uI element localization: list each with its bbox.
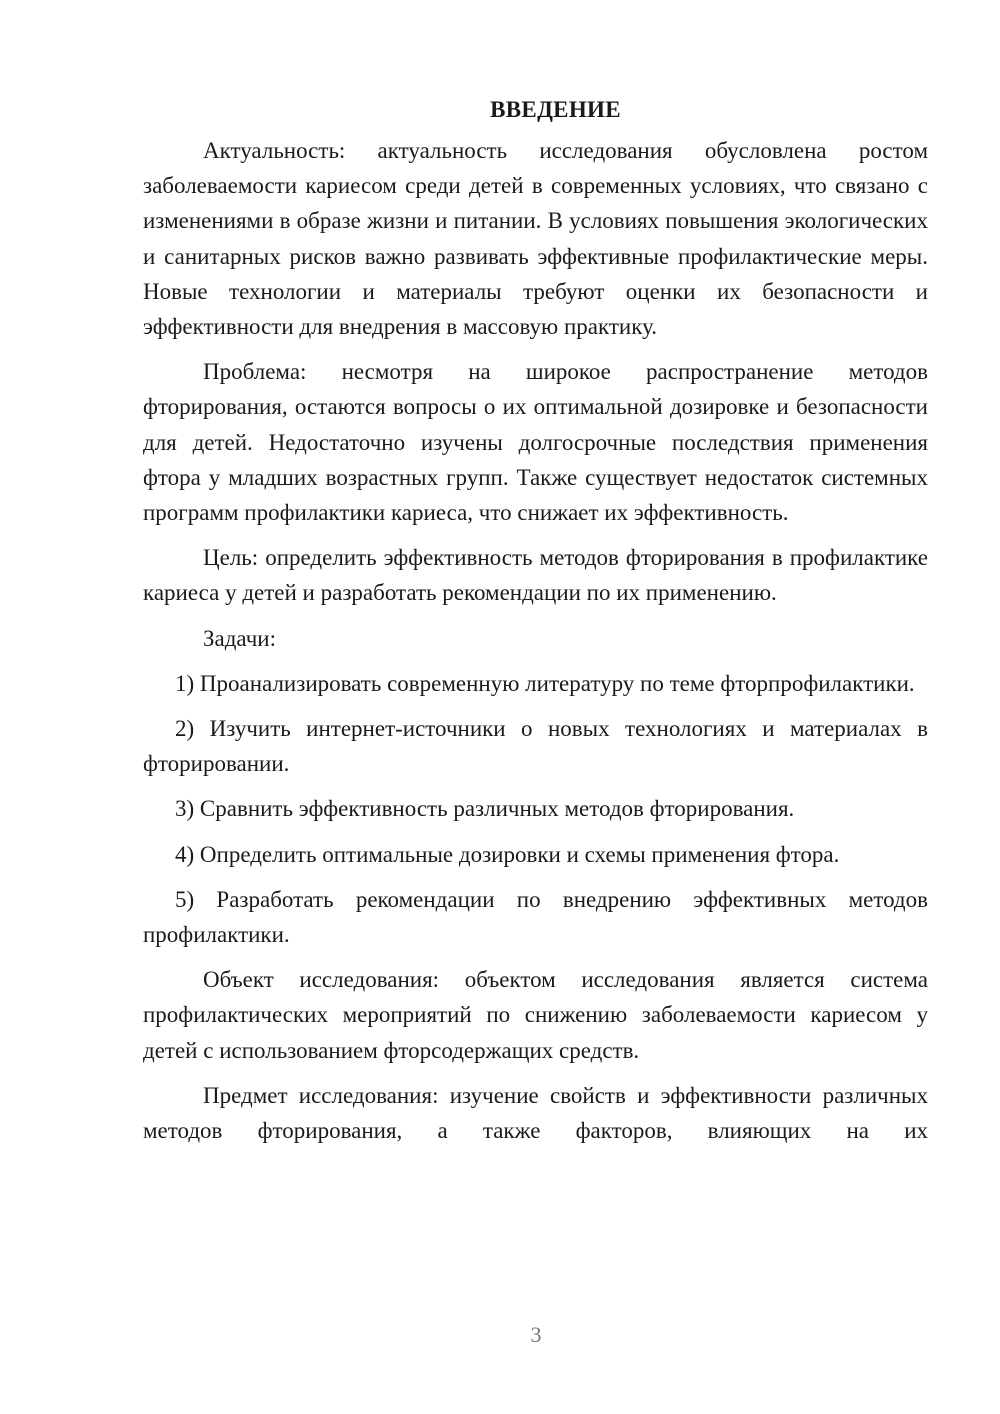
subject-paragraph: Предмет исследования: изучение свойств и эффективности различных методов фторирования, а также факторов, влияющих на их <box>143 1082 928 1144</box>
page-content <box>143 94 928 1148</box>
task-item: 5) Разработать рекомендации по внедрению эффективных методов профилактики. <box>143 886 928 948</box>
problem-paragraph: Проблема: несмотря на широкое распространение методов фторирования, остаются вопросы о их оптимальной дозировке и безопасности для детей. Недостаточно изучены долгосрочные последствия применения фтора у младших возрастных групп. Также существует недостаток системных программ профилактики кариеса, что снижает их эффективность. <box>143 359 928 526</box>
task-item: 4) Определить оптимальные дозировки и схемы применения фтора. <box>175 841 840 867</box>
task-item: 2) Изучить интернет-источники о новых технологиях и материалах в фторировании. <box>143 716 928 777</box>
section-title: ВВЕДЕНИЕ <box>490 97 621 122</box>
tasks-heading: Задачи: <box>203 625 276 651</box>
task-item: 1) Проанализировать современную литературу по теме фторпрофилактики. <box>175 670 915 696</box>
task-item: 3) Сравнить эффективность различных методов фторирования. <box>175 796 795 822</box>
object-paragraph: Объект исследования: объектом исследования является система профилактических мероприятий по снижению заболеваемости кариесом у детей с использованием фторсодержащих средств. <box>143 967 928 1063</box>
relevance-paragraph: Актуальность: актуальность исследования обусловлена ростом заболеваемости кариесом среди детей в современных условиях, что связано с изменениями в образе жизни и питании. В условиях повышения экологических и санитарных рисков важно развивать эффективные профилактические меры. Новые технологии и материалы требуют оценки их безопасности и эффективности для внедрения в массовую практику. <box>143 138 928 340</box>
goal-paragraph: Цель: определить эффективность методов фторирования в профилактике кариеса у детей и разработать рекомендации по их применению. <box>143 545 928 606</box>
page-number: 3 <box>530 1322 542 1347</box>
